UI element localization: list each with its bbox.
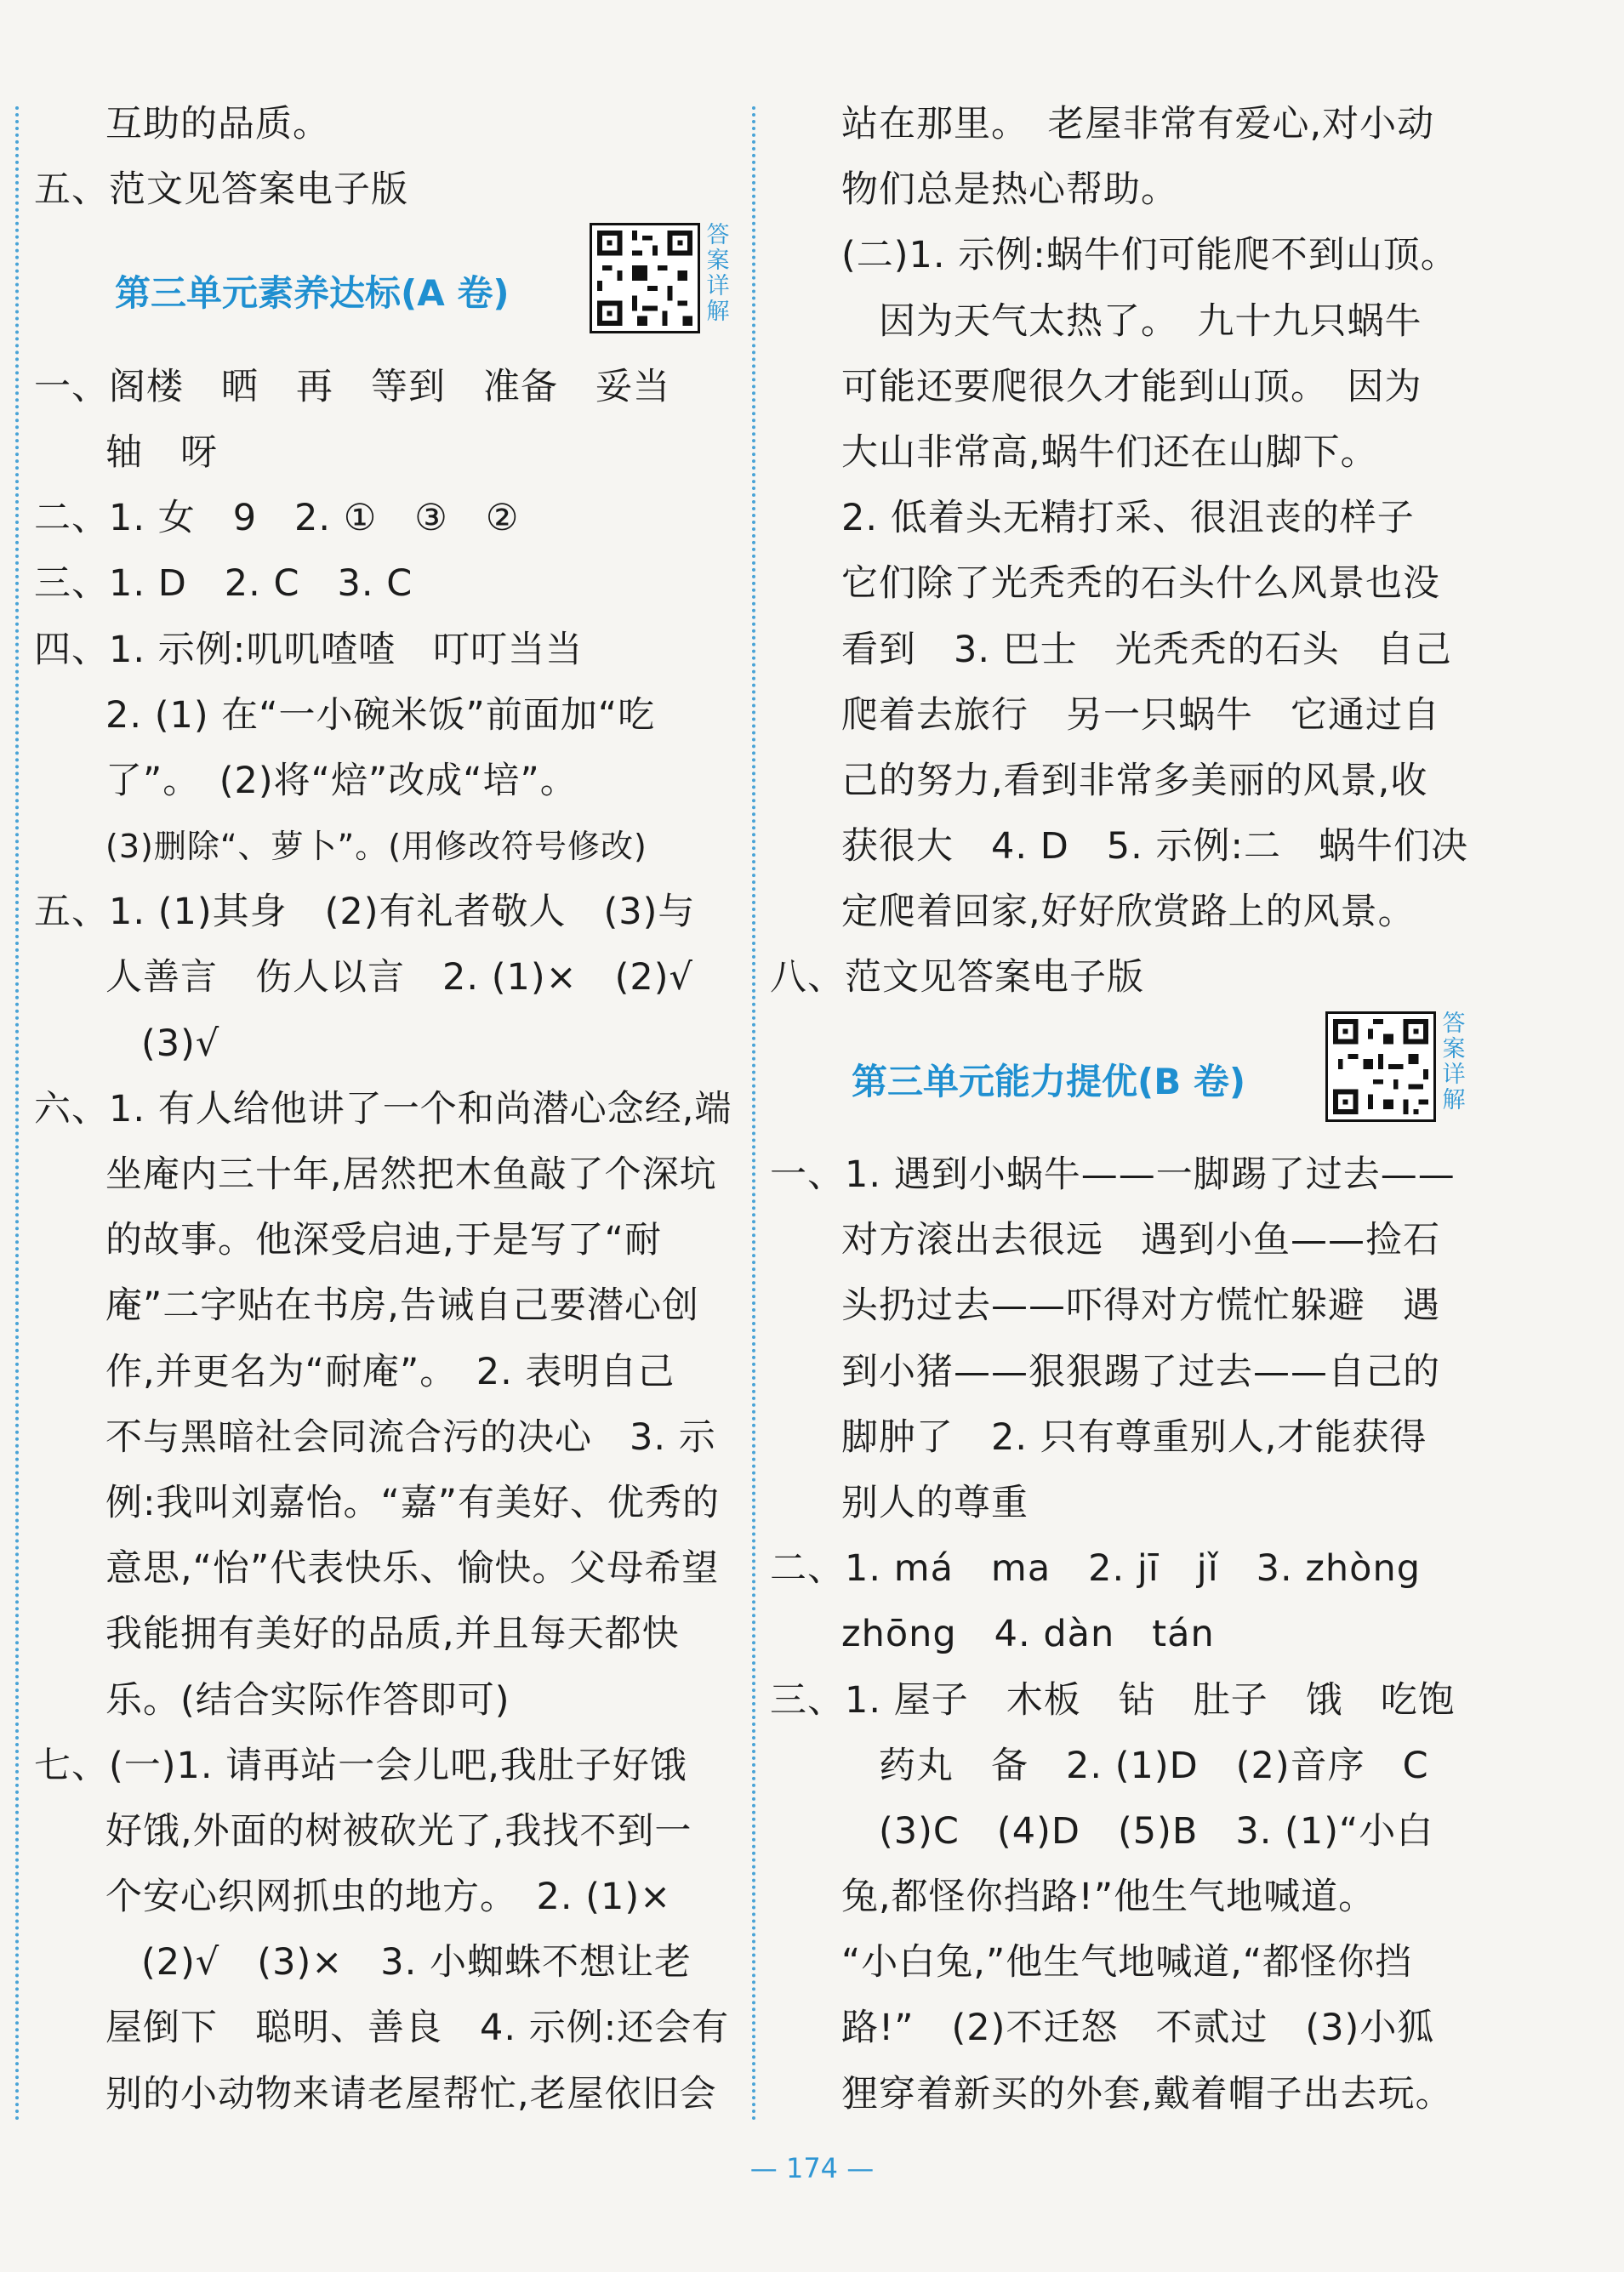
text-line: 2. (1) 在“一小碗米饭”前面加“吃 [105,693,656,737]
text-line: 对方滚出去很远 遇到小鱼——捡石 [841,1219,1440,1262]
text-line: 乐。(结合实际作答即可) [105,1678,510,1722]
left-margin-dotted-line [15,106,19,2122]
text-line: “小白兔,”他生气地喊道,“都怪你挡 [841,1941,1413,1984]
text-line: 三、1. 屋子 木板 钻 肚子 饿 吃饱 [770,1678,1456,1722]
text-line: 人善言 伤人以言 2. (1)× (2)√ [105,956,693,999]
text-line: 大山非常高,蜗牛们还在山脚下。 [841,430,1378,474]
text-line: 到小猪——狠狠踢了过去——自己的 [841,1350,1440,1393]
text-line: 意思,“怡”代表快乐、愉快。父母希望 [105,1547,720,1591]
text-line: 爬着去旅行 另一只蜗牛 它通过自 [841,693,1440,737]
section-title: 第三单元能力提优(B 卷) [852,1060,1246,1102]
text-line: 六、1. 有人给他讲了一个和尚潜心念经,端 [34,1087,732,1130]
right-column [770,92,1484,2127]
unit3-b-section-header [770,1011,1484,1142]
text-line: 个安心织网抓虫的地方。 2. (1)× [105,1876,672,1919]
text-line: 获很大 4. D 5. 示例:二 蜗牛们决 [841,825,1468,868]
text-line: 物们总是热心帮助。 [841,168,1178,212]
text-line: 作,并更名为“耐庵”。 2. 表明自己 [105,1350,675,1393]
page-number: — 174 — [749,2152,875,2184]
text-line: 己的努力,看到非常多美丽的风景,收 [841,759,1428,802]
qr-code-icon[interactable] [590,223,700,333]
text-line: 一、阁楼 晒 再 等到 准备 妥当 [34,365,670,408]
text-line: 互助的品质。 [105,103,330,145]
unit3-a-section-header [34,223,740,354]
text-line: 2. 低着头无精打采、很沮丧的样子 [841,497,1415,540]
text-line: 药丸 备 2. (1)D (2)音序 C [879,1744,1429,1787]
center-dotted-divider [752,106,755,2122]
text-line: 我能拥有美好的品质,并且每天都快 [105,1613,680,1656]
text-line: (2)√ (3)× 3. 小蜘蛛不想让老 [141,1941,692,1984]
text-line: (3)删除“、萝卜”。(用修改符号修改) [105,828,647,866]
text-line: 脚肿了 2. 只有尊重别人,才能获得 [841,1415,1427,1459]
text-line: 别的小动物来请老屋帮忙,老屋依旧会 [105,2072,717,2115]
text-line: 定爬着回家,好好欣赏路上的风景。 [841,891,1416,934]
text-line: 五、范文见答案电子版 [34,168,408,212]
text-line: (二)1. 示例:蜗牛们可能爬不到山顶。 [841,234,1458,277]
text-line: 头扔过去——吓得对方慌忙躲避 遇 [841,1284,1440,1328]
text-line: 了”。 (2)将“焙”改成“培”。 [105,759,578,802]
text-line: 例:我叫刘嘉怡。“嘉”有美好、优秀的 [105,1481,721,1524]
text-line: 可能还要爬很久才能到山顶。 因为 [841,365,1422,408]
text-line: 兔,都怪你挡路!”他生气地喊道。 [841,1876,1376,1919]
text-line: 七、(一)1. 请再站一会儿吧,我肚子好饿 [34,1744,687,1787]
text-line: 它们除了光秃秃的石头什么风景也没 [841,562,1440,606]
text-line: 庵”二字贴在书房,告诫自己要潜心创 [105,1284,699,1328]
text-line: 二、1. má ma 2. jī jǐ 3. zhòng [770,1547,1422,1591]
text-line: 的故事。他深受启迪,于是写了“耐 [105,1219,662,1262]
text-line: 四、1. 示例:叽叽喳喳 叮叮当当 [34,628,584,671]
section-title: 第三单元素养达标(A 卷) [115,272,510,315]
text-line: 五、1. (1)其身 (2)有礼者敬人 (3)与 [34,891,696,934]
text-line: 路!” (2)不迁怒 不贰过 (3)小狐 [841,2007,1435,2050]
text-line: 屋倒下 聪明、善良 4. 示例:还会有 [105,2007,730,2050]
text-line: 因为天气太热了。 九十九只蜗牛 [879,299,1422,343]
text-line: 一、1. 遇到小蜗牛——一脚踢了过去—— [770,1153,1456,1197]
qr-code-icon[interactable] [1325,1011,1436,1122]
text-line: 狸穿着新买的外套,戴着帽子出去玩。 [841,2072,1453,2115]
text-line: zhōng 4. dàn tán [841,1613,1215,1656]
text-line: (3)C (4)D (5)B 3. (1)“小白 [879,1809,1434,1853]
qr-caption: 答案详解 [1442,1010,1466,1113]
text-line: 二、1. 女 9 2. ① ③ ② [34,497,520,540]
text-line: (3)√ [141,1022,220,1065]
text-line: 八、范文见答案电子版 [770,956,1144,999]
qr-caption: 答案详解 [706,222,730,326]
text-line: 不与黑暗社会同流合污的决心 3. 示 [105,1415,716,1459]
text-line: 三、1. D 2. C 3. C [34,562,413,606]
left-column [34,92,740,2127]
text-line: 站在那里。 老屋非常有爱心,对小动 [841,103,1435,145]
text-line: 好饿,外面的树被砍光了,我找不到一 [105,1809,692,1853]
text-line: 坐庵内三十年,居然把木鱼敲了个深坑 [105,1153,717,1197]
text-line: 看到 3. 巴士 光秃秃的石头 自己 [841,628,1452,671]
text-line: 别人的尊重 [841,1481,1029,1524]
text-line: 轴 呀 [105,430,218,474]
